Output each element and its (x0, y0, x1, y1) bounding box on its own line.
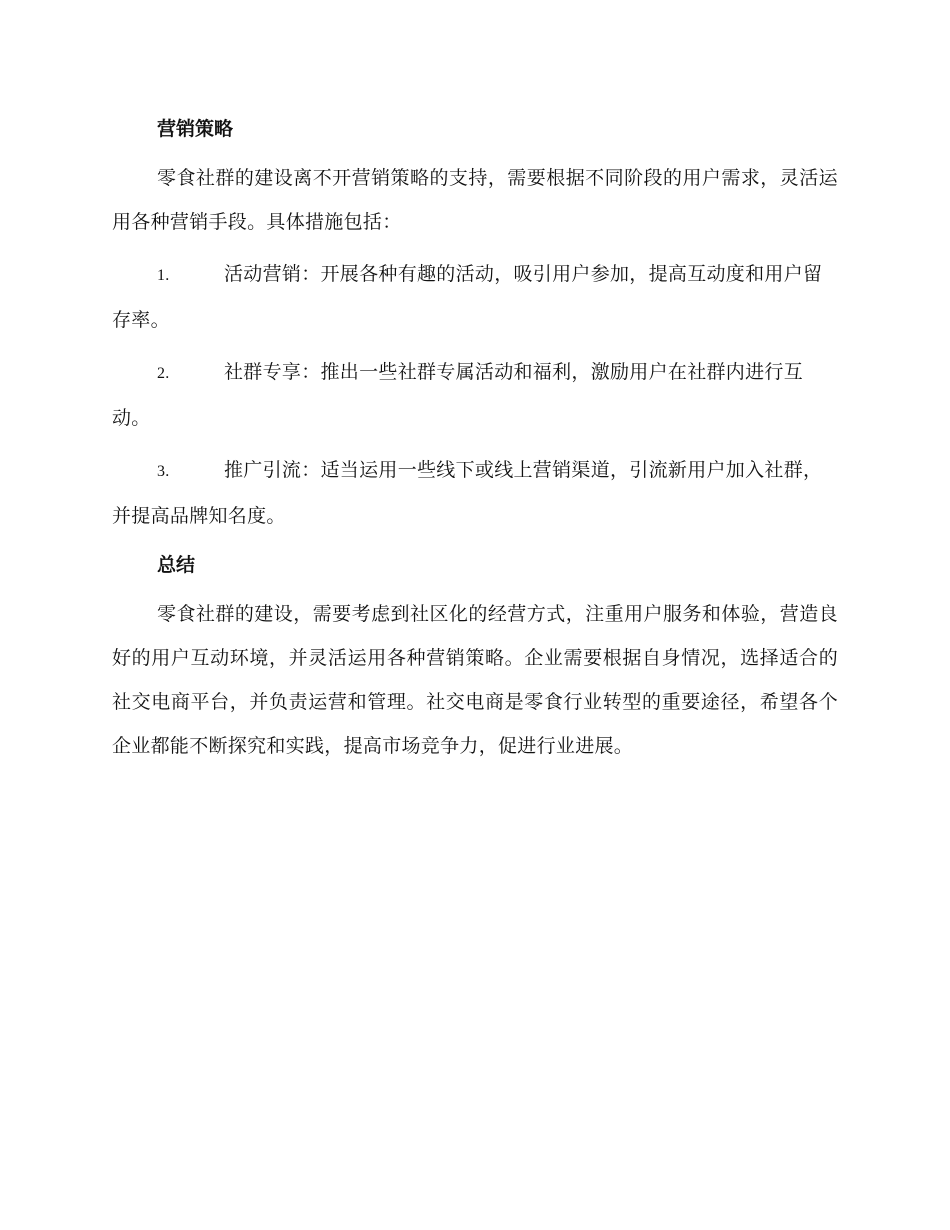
list-item-text: 推广引流：适当运用一些线下或线上营销渠道，引流新用户加入社群，并提高品牌知名度。 (112, 459, 823, 527)
list-item (112, 350, 838, 440)
list-item-number: 1. (157, 267, 170, 284)
summary-paragraph: 零食社群的建设，需要考虑到社区化的经营方式，注重用户服务和体验，营造良好的用户互动环境，并灵活运用各种营销策略。企业需要根据自身情况，选择适合的社交电商平台，并负责运营和管理。社交电商是零食行业转型的重要途径，希望各个企业都能不断探究和实践，提高市场竞争力，促进行业进展。 (112, 603, 838, 757)
list-item-number: 2. (157, 365, 170, 382)
list-item-number: 3. (157, 463, 170, 480)
list-item-text: 社群专享：推出一些社群专属活动和福利，激励用户在社群内进行互动。 (112, 361, 804, 429)
marketing-intro-paragraph: 零食社群的建设离不开营销策略的支持，需要根据不同阶段的用户需求，灵活运用各种营销手段。具体措施包括： (112, 167, 838, 233)
list-item-text: 活动营销：开展各种有趣的活动，吸引用户参加，提高互动度和用户留存率。 (112, 263, 823, 331)
section-heading-summary: 总结 (157, 554, 196, 576)
document-content (112, 110, 838, 776)
section-heading-marketing: 营销策略 (157, 118, 234, 140)
list-item (112, 448, 838, 538)
list-item (112, 252, 838, 342)
